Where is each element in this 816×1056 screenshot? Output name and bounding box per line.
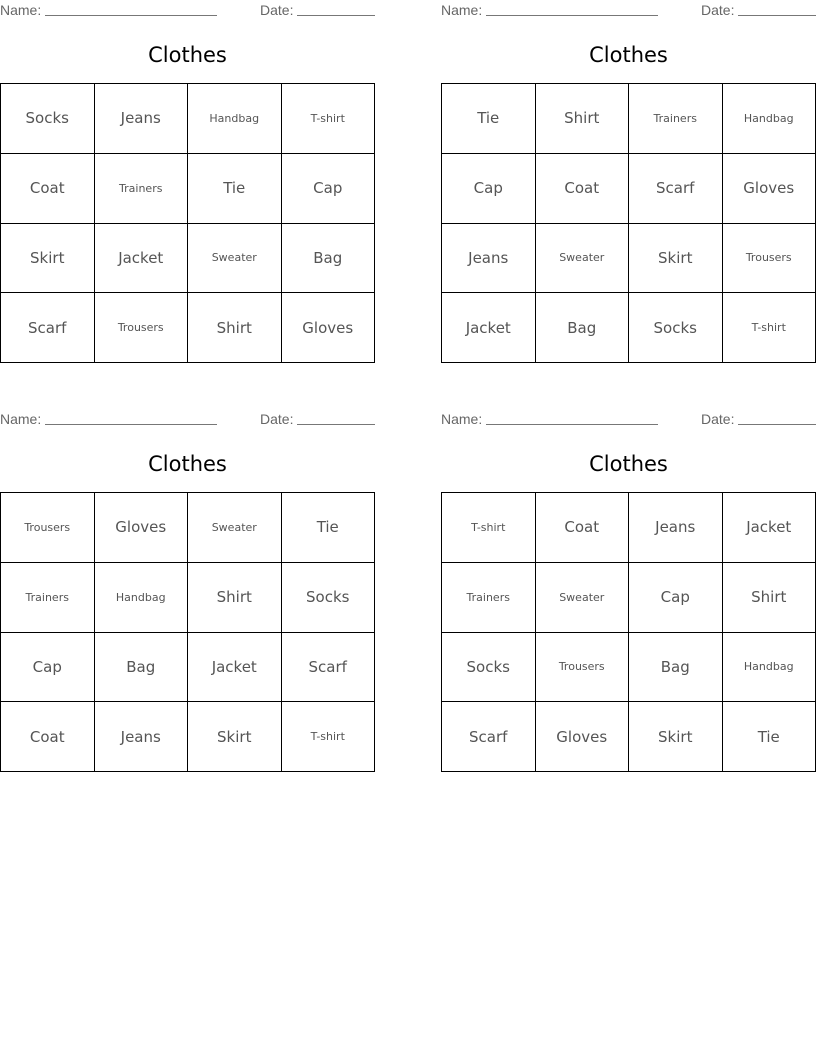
name-blank-line [45,15,217,16]
grid-cell: Trainers [95,154,189,224]
name-blank-line [486,15,658,16]
grid-cell: Cap [1,633,95,703]
date-blank-line [738,424,816,425]
grid-cell: Shirt [536,84,630,154]
grid-cell: Handbag [723,84,816,154]
bingo-grid [0,492,375,772]
grid-cell: Jeans [95,84,189,154]
date-label: Date: [701,2,735,18]
date-label: Date: [260,2,294,18]
card-title: Clothes [589,452,668,476]
bingo-grid [441,83,816,363]
name-label: Name: [441,411,483,427]
grid-cell: Tie [723,702,816,772]
grid-cell: Jeans [442,224,536,294]
bingo-card-3 [0,409,375,773]
grid-cell: Handbag [188,84,282,154]
grid-cell: Trousers [536,633,630,703]
card-title: Clothes [148,452,227,476]
grid-cell: Jacket [442,293,536,363]
grid-cell: Coat [536,493,630,563]
grid-cell: Coat [1,702,95,772]
grid-cell: Socks [282,563,376,633]
grid-cell: Skirt [1,224,95,294]
grid-cell: Scarf [442,702,536,772]
grid-cell: Socks [442,633,536,703]
grid-cell: Skirt [629,702,723,772]
grid-cell: Shirt [188,563,282,633]
grid-cell: Shirt [188,293,282,363]
grid-cell: Trainers [629,84,723,154]
name-label: Name: [441,2,483,18]
grid-cell: Cap [282,154,376,224]
grid-cell: Shirt [723,563,816,633]
grid-cell: Tie [282,493,376,563]
date-label: Date: [701,411,735,427]
bingo-card-2 [441,0,816,364]
bingo-card-4 [441,409,816,773]
grid-cell: Jacket [95,224,189,294]
grid-cell: Socks [1,84,95,154]
grid-cell: Sweater [536,563,630,633]
name-blank-line [486,424,658,425]
grid-cell: Coat [536,154,630,224]
grid-cell: Trousers [95,293,189,363]
grid-cell: Skirt [188,702,282,772]
date-blank-line [297,15,375,16]
name-label: Name: [0,2,42,18]
name-label: Name: [0,411,42,427]
grid-cell: Bag [536,293,630,363]
grid-cell: Skirt [629,224,723,294]
grid-cell: Trousers [1,493,95,563]
grid-cell: Tie [188,154,282,224]
grid-cell: T-shirt [282,702,376,772]
grid-cell: Sweater [536,224,630,294]
grid-cell: T-shirt [723,293,816,363]
card-title: Clothes [148,43,227,67]
grid-cell: Coat [1,154,95,224]
grid-cell: Tie [442,84,536,154]
grid-cell: Scarf [1,293,95,363]
grid-cell: Gloves [723,154,816,224]
card-header [0,411,375,429]
date-label: Date: [260,411,294,427]
grid-cell: Socks [629,293,723,363]
grid-cell: Trainers [1,563,95,633]
grid-cell: Jacket [188,633,282,703]
grid-cell: Gloves [282,293,376,363]
bingo-card-1 [0,0,375,364]
grid-cell: Jeans [629,493,723,563]
card-title: Clothes [589,43,668,67]
grid-cell: Handbag [95,563,189,633]
grid-cell: Sweater [188,493,282,563]
grid-cell: Jacket [723,493,816,563]
grid-cell: Bag [95,633,189,703]
grid-cell: Scarf [282,633,376,703]
grid-cell: Cap [629,563,723,633]
grid-cell: Jeans [95,702,189,772]
card-header [441,2,816,20]
grid-cell: Gloves [536,702,630,772]
bingo-grid [0,83,375,363]
grid-cell: Handbag [723,633,816,703]
card-header [441,411,816,429]
name-blank-line [45,424,217,425]
grid-cell: T-shirt [442,493,536,563]
grid-cell: Bag [629,633,723,703]
date-blank-line [738,15,816,16]
grid-cell: Cap [442,154,536,224]
grid-cell: Gloves [95,493,189,563]
grid-cell: Trousers [723,224,816,294]
grid-cell: Bag [282,224,376,294]
bingo-grid [441,492,816,772]
grid-cell: Sweater [188,224,282,294]
grid-cell: Scarf [629,154,723,224]
grid-cell: T-shirt [282,84,376,154]
date-blank-line [297,424,375,425]
grid-cell: Trainers [442,563,536,633]
card-header [0,2,375,20]
